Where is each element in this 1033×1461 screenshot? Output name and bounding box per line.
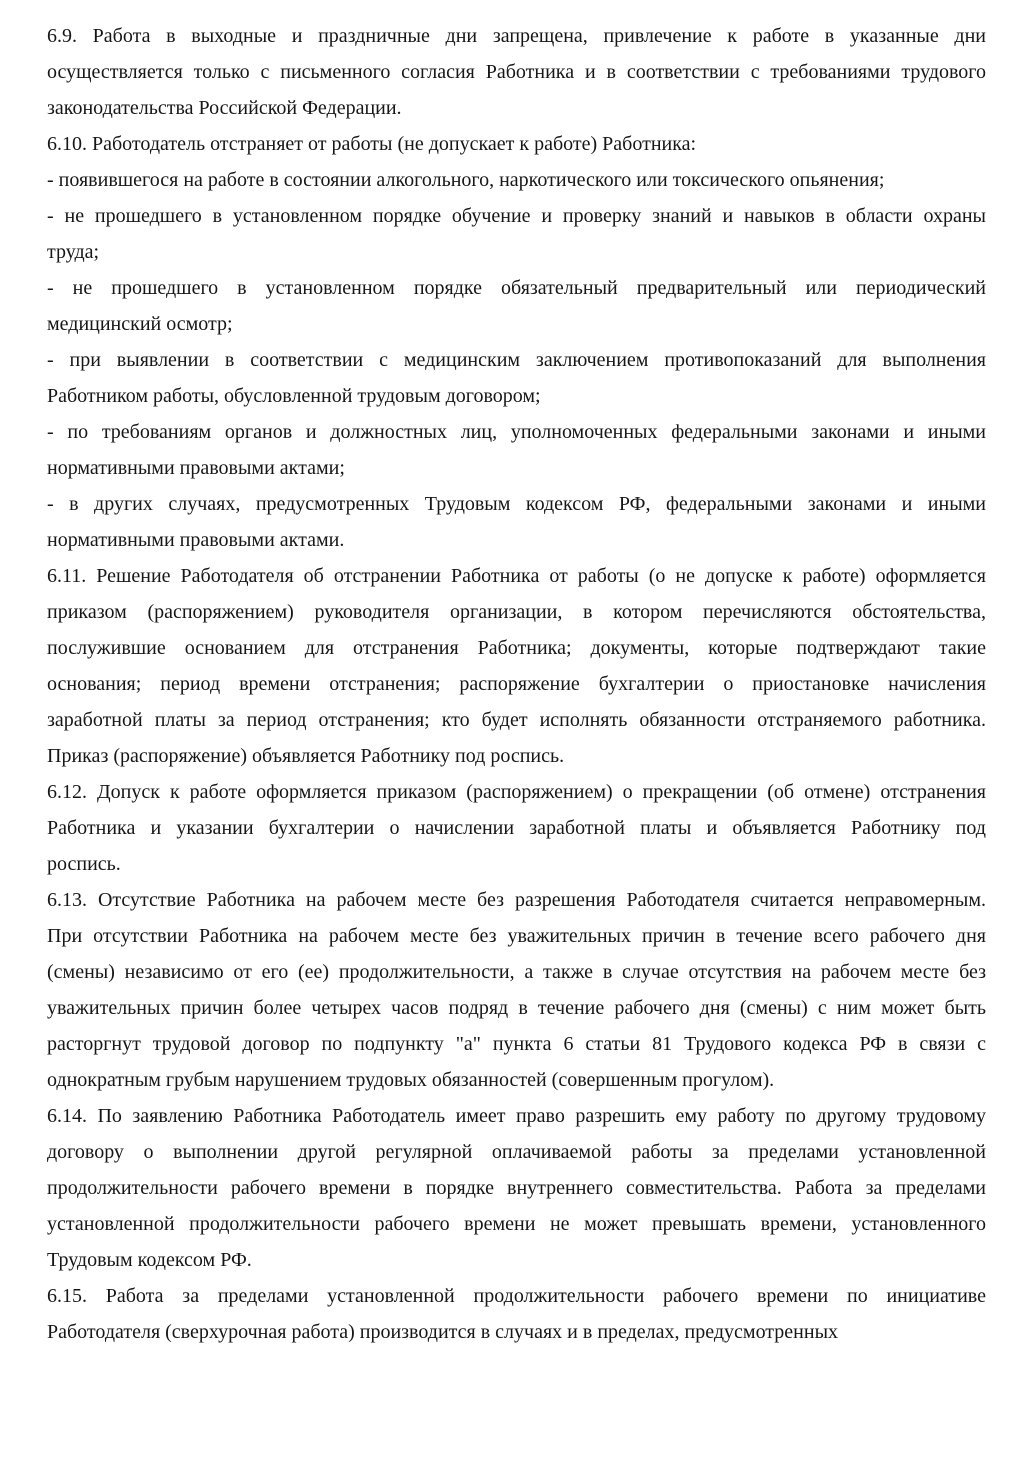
paragraph-6-14 <box>47 1098 986 1278</box>
text-line: - по требованиям органов и должностных лиц, уполномоченных федеральными законами и иными <box>47 421 986 443</box>
text-line: продолжительности рабочего времени в порядке внутреннего совместительства. Работа за пределами <box>47 1177 986 1199</box>
paragraph-6-10-item-3 <box>47 270 986 342</box>
text-line: - не прошедшего в установленном порядке обязательный предварительный или периодический <box>47 277 986 299</box>
text-line: однократным грубым нарушением трудовых обязанностей (совершенным прогулом). <box>47 1069 775 1091</box>
text-line: Приказ (распоряжение) объявляется Работнику под роспись. <box>47 745 565 767</box>
text-line: - при выявлении в соответствии с медицинским заключением противопоказаний для выполнения <box>47 349 986 371</box>
text-line: 6.9. Работа в выходные и праздничные дни запрещена, привлечение к работе в указанные дни <box>47 25 986 47</box>
text-line: нормативными правовыми актами; <box>47 457 345 479</box>
text-line: Трудовым кодексом РФ. <box>47 1249 252 1271</box>
text-line: Работника и указании бухгалтерии о начислении заработной платы и объявляется Работнику под <box>47 817 986 839</box>
text-line: 6.10. Работодатель отстраняет от работы (не допускает к работе) Работника: <box>47 133 697 155</box>
text-line: - в других случаях, предусмотренных Трудовым кодексом РФ, федеральными законами и иными <box>47 493 986 515</box>
paragraph-6-15 <box>47 1278 986 1350</box>
text-line: установленной продолжительности рабочего времени не может превышать времени, установленного <box>47 1213 986 1235</box>
text-line: законодательства Российской Федерации. <box>47 97 402 119</box>
text-line: расторгнут трудовой договор по подпункту "а" пункта 6 статьи 81 Трудового кодекса РФ в связи с <box>47 1033 986 1055</box>
text-line: заработной платы за период отстранения; кто будет исполнять обязанности отстраняемого работника. <box>47 709 986 731</box>
text-line: основания; период времени отстранения; распоряжение бухгалтерии о приостановке начисления <box>47 673 986 695</box>
text-line: - не прошедшего в установленном порядке обучение и проверку знаний и навыков в области охраны <box>47 205 986 227</box>
paragraph-6-10-item-6 <box>47 486 986 558</box>
text-line: 6.11. Решение Работодателя об отстранении Работника от работы (о не допуске к работе) оформляется <box>47 565 986 587</box>
text-line: Работодателя (сверхурочная работа) производится в случаях и в пределах, предусмотренных <box>47 1321 839 1343</box>
paragraph-6-13 <box>47 882 986 1098</box>
text-line: послужившие основанием для отстранения Работника; документы, которые подтверждают такие <box>47 637 986 659</box>
text-line: - появившегося на работе в состоянии алкогольного, наркотического или токсического опьянения; <box>47 169 885 191</box>
paragraph-6-10 <box>47 126 986 162</box>
paragraph-6-10-item-2 <box>47 198 986 270</box>
text-line: 6.15. Работа за пределами установленной продолжительности рабочего времени по инициативе <box>47 1285 986 1307</box>
text-line: осуществляется только с письменного согласия Работника и в соответствии с требованиями трудового <box>47 61 986 83</box>
paragraph-6-10-item-1 <box>47 162 986 198</box>
text-line: Работником работы, обусловленной трудовым договором; <box>47 385 541 407</box>
text-line: медицинский осмотр; <box>47 313 233 335</box>
text-line: (смены) независимо от его (ее) продолжительности, а также в случае отсутствия на рабочем месте без <box>47 961 986 983</box>
paragraph-6-11 <box>47 558 986 774</box>
text-line: роспись. <box>47 853 121 875</box>
text-line: При отсутствии Работника на рабочем месте без уважительных причин в течение всего рабочего дня <box>47 925 986 947</box>
text-line: 6.13. Отсутствие Работника на рабочем месте без разрешения Работодателя считается неправомерным. <box>47 889 986 911</box>
paragraph-6-9 <box>47 18 986 126</box>
text-line: приказом (распоряжением) руководителя организации, в котором перечисляются обстоятельства, <box>47 601 986 623</box>
text-line: труда; <box>47 241 100 263</box>
text-line: уважительных причин более четырех часов подряд в течение рабочего дня (смены) с ним может быть <box>47 997 986 1019</box>
text-line: 6.14. По заявлению Работника Работодатель имеет право разрешить ему работу по другому трудовому <box>47 1105 986 1127</box>
paragraph-6-10-item-5 <box>47 414 986 486</box>
text-line: 6.12. Допуск к работе оформляется приказом (распоряжением) о прекращении (об отмене) отстранения <box>47 781 986 803</box>
paragraph-6-12 <box>47 774 986 882</box>
text-line: нормативными правовыми актами. <box>47 529 345 551</box>
paragraph-6-10-item-4 <box>47 342 986 414</box>
text-line: договору о выполнении другой регулярной оплачиваемой работы за пределами установленной <box>47 1141 986 1163</box>
